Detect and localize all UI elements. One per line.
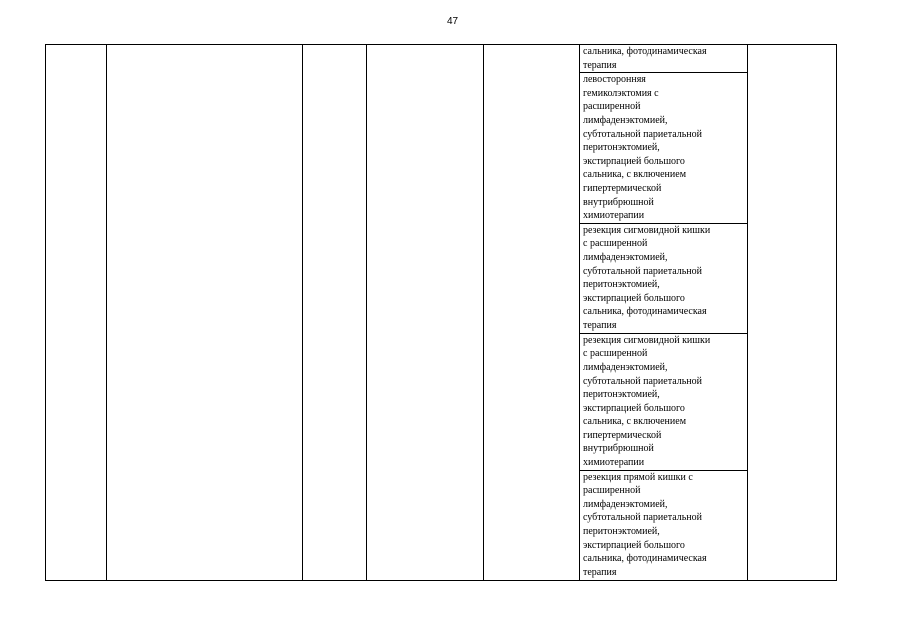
column-number-cell xyxy=(46,45,107,581)
column-type-cell xyxy=(484,45,580,581)
document-table-container xyxy=(45,44,836,578)
table-row xyxy=(46,45,837,73)
column-profile-cell xyxy=(107,45,303,581)
column-model-cell xyxy=(367,45,484,581)
column-cost-cell xyxy=(748,45,837,581)
treatment-method-cell: резекция сигмовидной кишки с расширенной лимфаденэктомией, субтотальной париетальной перитонэктомией, экстирпацией большого сальника, фотодинамическая терапия xyxy=(580,223,748,333)
page-number: 47 xyxy=(446,16,459,27)
treatment-method-cell: сальника, фотодинамическая терапия xyxy=(580,45,748,73)
treatment-method-cell: резекция сигмовидной кишки с расширенной лимфаденэктомией, субтотальной париетальной перитонэктомией, экстирпацией большого сальника, с включением гипертермической внутрибрюшной химиотерапии xyxy=(580,333,748,470)
column-code-cell xyxy=(303,45,367,581)
treatment-method-cell: резекция прямой кишки с расширенной лимфаденэктомией, субтотальной париетальной перитонэктомией, экстирпацией большого сальника, фотодинамическая терапия xyxy=(580,470,748,580)
treatment-method-cell: левосторонняя гемиколэктомия с расширенной лимфаденэктомией, субтотальной париетальной перитонэктомией, экстирпацией большого сальника, с включением гипертермической внутрибрюшной химиотерапии xyxy=(580,73,748,224)
treatment-methods-table xyxy=(45,44,837,581)
